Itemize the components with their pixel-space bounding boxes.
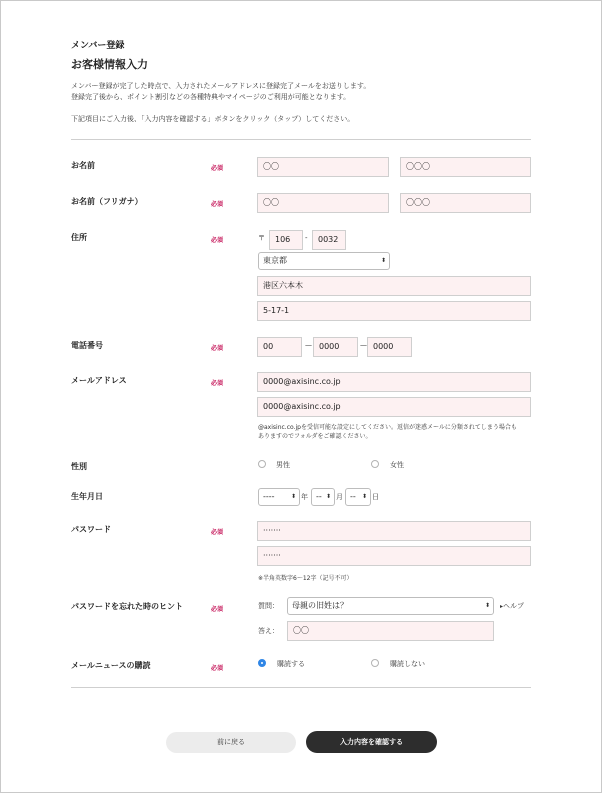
zip-code-1-input[interactable]: 106 [269,230,303,250]
last-name-kana-input[interactable]: 〇〇 [257,193,389,213]
page-title: お客様情報入力 [71,58,148,71]
prefecture-select[interactable] [258,252,390,270]
birth-year-value: ---- [263,492,275,501]
intro-line-1: メンバー登録が完了した時点で、入力されたメールアドレスに登録完了メールをお送りします。 [71,82,371,90]
password-input[interactable]: ······· [257,521,531,541]
gender-female-radio[interactable] [371,460,379,468]
city-input[interactable]: 港区六本木 [257,276,531,296]
updown-arrow-icon: ⬍ [484,602,490,609]
hint-question-value: 母親の旧姓は？ [292,601,348,610]
intro-line-2: 登録完了後から、ポイント割引などの各種特典やマイページのご利用が可能となります。 [71,93,351,101]
required-badge: 必須 [211,606,224,613]
first-name-input[interactable]: 〇〇〇 [400,157,531,177]
email-note-2: ありますのでフォルダをご確認ください。 [258,433,372,440]
required-badge: 必須 [211,529,224,536]
question-label: 質問： [258,602,279,610]
help-link[interactable] [500,601,524,611]
birth-year-select[interactable] [258,488,300,506]
kana-label: お名前（フリガナ） [71,197,143,206]
month-unit: 月 [336,493,343,501]
postal-mark: 〒 [258,234,265,242]
caret-right-icon: ▸ [500,603,504,610]
birth-month-select[interactable] [311,488,335,506]
first-name-kana-input[interactable]: 〇〇〇 [400,193,531,213]
answer-label: 答え： [258,627,279,635]
phone-3-input[interactable]: 0000 [367,337,412,357]
email-input[interactable]: 0000@axisinc.co.jp [257,372,531,392]
intro-line-3: 下記項目にご入力後、「入力内容を確認する」ボタンをクリック（タップ）してください。 [71,115,355,123]
street-input[interactable]: 5-17-1 [257,301,531,321]
confirm-button[interactable]: 入力内容を確認する [306,731,437,753]
password-label: パスワード [71,525,111,534]
newsletter-subscribe-label[interactable]: 購読する [277,660,305,668]
year-unit: 年 [301,493,308,501]
updown-arrow-icon: ⬍ [380,257,386,264]
birth-day-value: -- [350,492,356,501]
back-button[interactable]: 前に戻る [166,732,296,753]
required-badge: 必須 [211,380,224,387]
section-label: メンバー登録 [71,41,125,51]
help-label: ヘルプ [503,602,525,610]
newsletter-subscribe-radio[interactable] [258,659,266,667]
required-badge: 必須 [211,201,224,208]
password-confirm-input[interactable]: ······· [257,546,531,566]
required-badge: 必須 [211,665,224,672]
gender-male-label[interactable]: 男性 [276,461,290,469]
phone-2-input[interactable]: 0000 [313,337,358,357]
required-badge: 必須 [211,345,224,352]
gender-male-radio[interactable] [258,460,266,468]
phone-separator: — [360,341,367,349]
zip-code-2-input[interactable]: 0032 [312,230,346,250]
updown-arrow-icon: ⬍ [325,493,331,500]
last-name-input[interactable]: 〇〇 [257,157,389,177]
birth-day-select[interactable] [345,488,371,506]
hint-answer-input[interactable]: 〇〇 [287,621,494,641]
divider [71,139,531,140]
hint-label: パスワードを忘れた時のヒント [71,602,183,611]
newsletter-unsubscribe-label[interactable]: 購読しない [390,660,425,668]
email-confirm-input[interactable]: 0000@axisinc.co.jp [257,397,531,417]
phone-1-input[interactable]: 00 [257,337,302,357]
hint-question-select[interactable] [287,597,494,615]
birth-month-value: -- [316,492,322,501]
phone-separator: — [305,341,312,349]
required-badge: 必須 [211,165,224,172]
birth-label: 生年月日 [71,492,103,501]
name-label: お名前 [71,161,95,170]
updown-arrow-icon: ⬍ [290,493,296,500]
zip-separator: - [305,234,308,242]
password-hint: ※半角英数字6～12字（記号不可） [258,575,353,582]
gender-label: 性別 [71,462,87,471]
gender-female-label[interactable]: 女性 [390,461,404,469]
newsletter-unsubscribe-radio[interactable] [371,659,379,667]
address-label: 住所 [71,233,87,242]
day-unit: 日 [372,493,379,501]
email-label: メールアドレス [71,376,127,385]
email-note-1: @axisinc.co.jpを受信可能な設定にしてください。返信が迷惑メールに分類されてしまう場合も [258,424,517,431]
prefecture-value: 東京都 [263,256,287,265]
required-badge: 必須 [211,237,224,244]
updown-arrow-icon: ⬍ [361,493,367,500]
divider [71,687,531,688]
newsletter-label: メールニュースの購読 [71,661,151,670]
phone-label: 電話番号 [71,341,103,350]
